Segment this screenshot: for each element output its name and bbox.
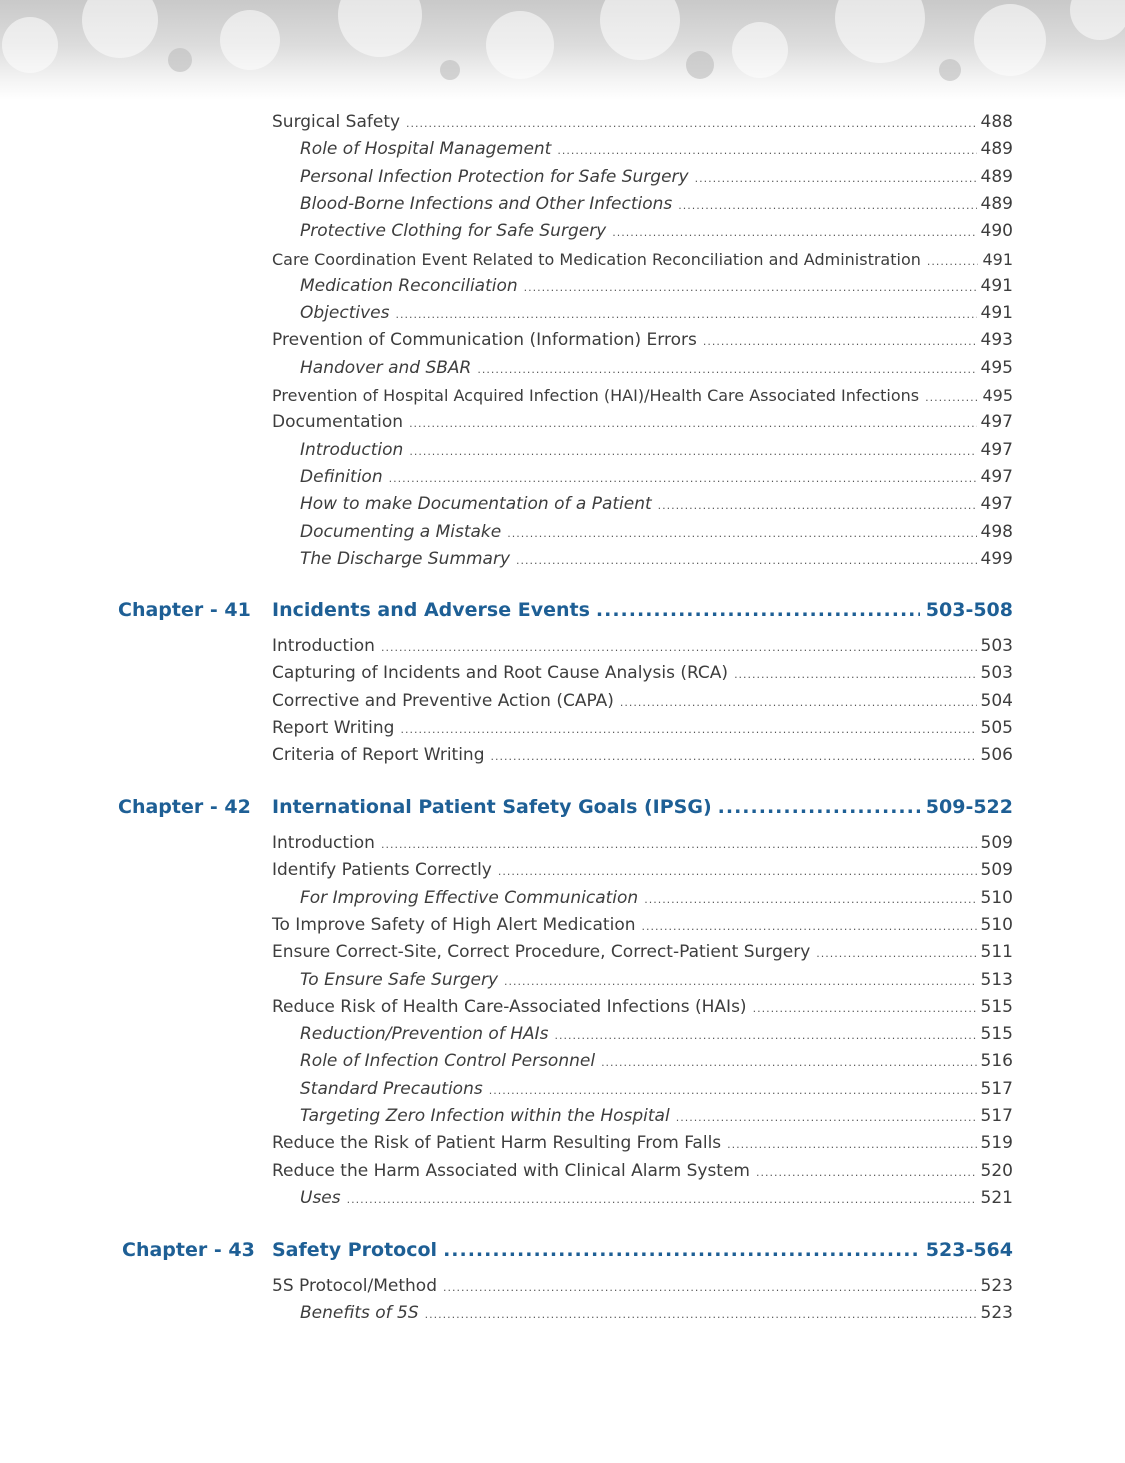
page-number: 498 — [980, 521, 1013, 542]
toc-entry[interactable] — [272, 660, 1013, 687]
page-number: 497 — [980, 494, 1013, 515]
toc-subentry[interactable] — [300, 491, 1013, 518]
entry-title: Documenting a Mistake — [300, 521, 502, 542]
entry-title: Targeting Zero Infection within the Hospital — [300, 1106, 670, 1126]
dot-leader — [620, 689, 977, 716]
toc-subentry[interactable] — [300, 218, 1013, 245]
page-number: 491 — [980, 303, 1013, 324]
dot-leader — [718, 793, 920, 821]
dot-leader — [409, 438, 976, 465]
page-number: 495 — [982, 386, 1013, 405]
toc-entry[interactable] — [272, 994, 1013, 1021]
entry-title: Care Coordination Event Related to Medication Reconciliation and Administration — [272, 249, 921, 269]
entry-title: Blood-Borne Infections and Other Infections — [300, 193, 673, 214]
dot-leader — [644, 886, 976, 913]
page-number: 510 — [980, 914, 1013, 935]
chapter-title-row[interactable] — [272, 793, 1013, 821]
dot-leader — [555, 1022, 977, 1049]
entry-title: Prevention of Communication (Information) Errors — [272, 330, 697, 351]
page-number: 499 — [980, 548, 1013, 569]
dot-leader — [498, 858, 977, 885]
page-number: 506 — [980, 745, 1013, 766]
entry-title: Ensure Correct-Site, Correct Procedure, Correct-Patient Surgery — [272, 942, 811, 963]
toc-subentry[interactable] — [300, 437, 1013, 464]
page-number: 517 — [980, 1078, 1013, 1099]
page-number: 520 — [980, 1160, 1013, 1181]
dot-leader — [516, 547, 977, 574]
toc-entry[interactable] — [272, 715, 1013, 742]
entry-title: Handover and SBAR — [300, 357, 472, 378]
dot-leader — [347, 1186, 977, 1213]
page-number: 519 — [980, 1133, 1013, 1154]
dot-leader — [507, 520, 976, 547]
entry-title: Standard Precautions — [300, 1078, 483, 1099]
toc-subentry[interactable] — [300, 546, 1013, 573]
chapter-title: Incidents and Adverse Events — [272, 599, 590, 621]
dot-leader — [927, 248, 979, 275]
toc-entry[interactable] — [272, 857, 1013, 884]
toc-subentry[interactable] — [300, 1185, 1013, 1212]
page-number: 509 — [980, 860, 1013, 881]
page-number: 491 — [982, 249, 1013, 269]
chapter-label: Chapter - 43 — [122, 1239, 255, 1261]
entry-title: Reduce the Risk of Patient Harm Resulting From Falls — [272, 1133, 722, 1154]
dot-leader — [753, 995, 977, 1022]
toc-subentry[interactable] — [300, 136, 1013, 163]
dot-leader — [395, 301, 976, 328]
entry-title: Introduction — [272, 636, 375, 656]
page-number: 513 — [980, 969, 1013, 990]
page-number: 517 — [980, 1106, 1013, 1126]
entry-title: Surgical Safety — [272, 112, 401, 132]
entry-title: Criteria of Report Writing — [272, 745, 485, 766]
dot-leader — [524, 274, 977, 301]
toc-entry[interactable] — [272, 1273, 1013, 1300]
dot-leader — [400, 716, 976, 743]
dot-leader — [756, 1159, 977, 1186]
chapter-title: Safety Protocol — [272, 1239, 438, 1261]
page-number: 515 — [980, 996, 1013, 1017]
dot-leader — [925, 384, 978, 411]
page-number: 516 — [980, 1051, 1013, 1072]
dot-leader — [601, 1049, 976, 1076]
microbe-illustration — [0, 0, 1125, 100]
chapter-page-range: 523-564 — [925, 1239, 1013, 1261]
entry-title: Reduce the Harm Associated with Clinical Alarm System — [272, 1160, 750, 1181]
dot-leader — [676, 1104, 977, 1131]
entry-title: Role of Infection Control Personnel — [300, 1051, 596, 1072]
dot-leader — [406, 110, 977, 137]
page-number: 515 — [980, 1024, 1013, 1045]
entry-title: Objectives — [300, 303, 390, 324]
page-number: 511 — [980, 942, 1013, 963]
entry-title: For Improving Effective Communication — [300, 887, 639, 908]
page-number: 504 — [980, 690, 1013, 711]
toc-subentry[interactable] — [300, 191, 1013, 218]
toc-subentry[interactable] — [300, 464, 1013, 491]
dot-leader — [477, 356, 976, 383]
page-number: 489 — [980, 193, 1013, 214]
dot-leader — [504, 968, 977, 995]
dot-leader — [678, 192, 976, 219]
entry-title: Medication Reconciliation — [300, 275, 518, 296]
dot-leader — [612, 219, 976, 246]
entry-title: To Ensure Safe Surgery — [300, 969, 498, 990]
dot-leader — [489, 1077, 977, 1104]
toc-entry[interactable] — [272, 409, 1013, 436]
page-number: 495 — [980, 357, 1013, 378]
entry-title: Identify Patients Correctly — [272, 860, 492, 881]
chapter-label: Chapter - 42 — [118, 796, 251, 818]
entry-title: Reduce Risk of Health Care-Associated Infections (HAIs) — [272, 996, 747, 1017]
toc-subentry[interactable] — [300, 1300, 1013, 1327]
dot-leader — [816, 940, 976, 967]
page-number: 497 — [980, 412, 1013, 433]
entry-title: Role of Hospital Management — [300, 139, 552, 160]
dot-leader — [409, 410, 976, 437]
toc-entry[interactable] — [272, 633, 1013, 660]
entry-title: Introduction — [272, 833, 375, 853]
toc-entry[interactable] — [272, 1130, 1013, 1157]
toc-subentry[interactable] — [300, 164, 1013, 191]
entry-title: Corrective and Preventive Action (CAPA) — [272, 690, 614, 711]
toc-entry[interactable] — [272, 1158, 1013, 1185]
toc-entry[interactable] — [272, 382, 1013, 409]
page-number: 505 — [980, 717, 1013, 738]
entry-title: Protective Clothing for Safe Surgery — [300, 221, 607, 242]
page-number: 503 — [980, 636, 1013, 656]
entry-title: The Discharge Summary — [300, 548, 511, 569]
entry-title: Report Writing — [272, 717, 395, 738]
entry-title: Prevention of Hospital Acquired Infection (HAI)/Health Care Associated Infections — [272, 386, 920, 405]
dot-leader — [658, 492, 977, 519]
chapter-title: International Patient Safety Goals (IPSG) — [272, 796, 712, 818]
toc-entry[interactable] — [272, 912, 1013, 939]
toc-subentry[interactable] — [300, 1076, 1013, 1103]
entry-title: 5S Protocol/Method — [272, 1276, 438, 1296]
dot-leader — [695, 165, 977, 192]
page-number: 489 — [980, 139, 1013, 160]
page-number: 510 — [980, 887, 1013, 908]
page-number: 497 — [980, 439, 1013, 460]
toc-entry[interactable] — [272, 246, 1013, 273]
entry-title: How to make Documentation of a Patient — [300, 494, 652, 515]
chapter-page-range: 503-508 — [925, 599, 1013, 621]
toc-entry[interactable] — [272, 327, 1013, 354]
dot-leader — [443, 1236, 920, 1264]
chapter-title-row[interactable] — [272, 596, 1013, 624]
dot-leader — [425, 1301, 977, 1328]
dot-leader — [596, 596, 920, 624]
page-number: 503 — [980, 663, 1013, 684]
page-number: 488 — [980, 112, 1013, 132]
toc-subentry[interactable] — [300, 1048, 1013, 1075]
toc-subentry[interactable] — [300, 967, 1013, 994]
toc-subentry[interactable] — [300, 1103, 1013, 1130]
dot-leader — [491, 743, 977, 770]
dot-leader — [734, 661, 976, 688]
chapter-title-row[interactable] — [272, 1236, 1013, 1264]
entry-title: Definition — [300, 466, 383, 487]
entry-title: Uses — [300, 1187, 341, 1208]
chapter-label: Chapter - 41 — [118, 599, 251, 621]
dot-leader — [727, 1131, 976, 1158]
toc-subentry[interactable] — [300, 300, 1013, 327]
page-number: 490 — [980, 221, 1013, 242]
toc-entry[interactable] — [272, 109, 1013, 136]
dot-leader — [381, 634, 977, 661]
toc-entry[interactable] — [272, 830, 1013, 857]
toc-subentry[interactable] — [300, 273, 1013, 300]
page-number: 509 — [980, 833, 1013, 853]
entry-title: Introduction — [300, 439, 404, 460]
toc-subentry[interactable] — [300, 885, 1013, 912]
dot-leader — [389, 465, 977, 492]
page-number: 493 — [980, 330, 1013, 351]
entry-title: Reduction/Prevention of HAIs — [300, 1024, 549, 1045]
dot-leader — [703, 328, 977, 355]
page-number: 497 — [980, 466, 1013, 487]
dot-leader — [381, 831, 977, 858]
header-banner — [0, 0, 1125, 100]
entry-title: To Improve Safety of High Alert Medication — [272, 914, 636, 935]
toc-entry[interactable] — [272, 939, 1013, 966]
entry-title: Capturing of Incidents and Root Cause Analysis (RCA) — [272, 663, 729, 684]
page-number: 491 — [980, 275, 1013, 296]
chapter-page-range: 509-522 — [925, 796, 1013, 818]
page-number: 489 — [980, 166, 1013, 187]
page-number: 523 — [980, 1303, 1013, 1324]
toc-entry[interactable] — [272, 742, 1013, 769]
page-number: 521 — [980, 1187, 1013, 1208]
page-number: 523 — [980, 1276, 1013, 1296]
dot-leader — [443, 1274, 977, 1301]
entry-title: Benefits of 5S — [300, 1303, 419, 1324]
toc-subentry[interactable] — [300, 355, 1013, 382]
entry-title: Documentation — [272, 412, 404, 433]
dot-leader — [557, 137, 976, 164]
entry-title: Personal Infection Protection for Safe Surgery — [300, 166, 689, 187]
toc-subentry[interactable] — [300, 519, 1013, 546]
dot-leader — [642, 913, 977, 940]
toc-entry[interactable] — [272, 688, 1013, 715]
toc-subentry[interactable] — [300, 1021, 1013, 1048]
